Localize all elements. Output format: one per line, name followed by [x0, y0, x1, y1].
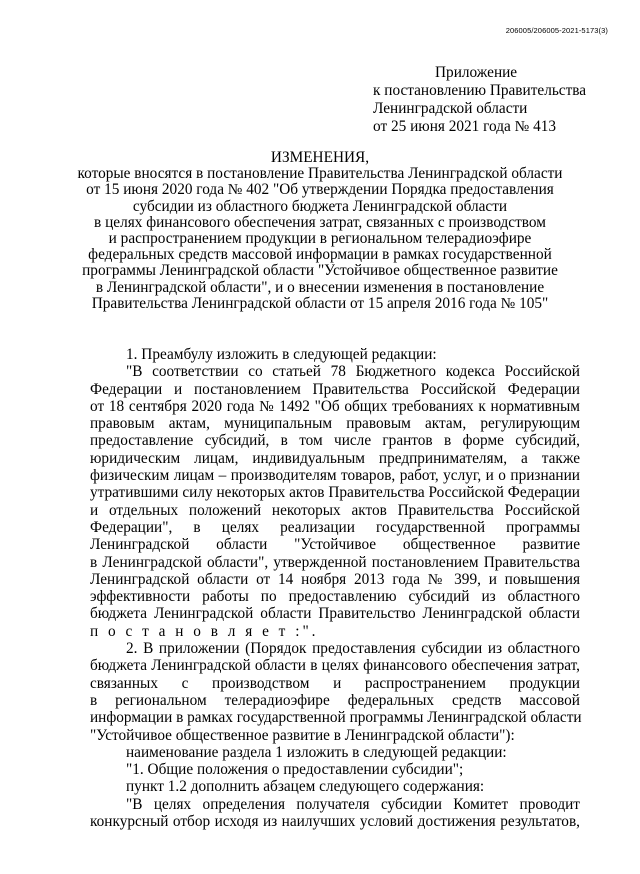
- heading-line: от 15 июня 2020 года № 402 "Об утверждении Порядка предоставления: [86, 181, 554, 199]
- body-line: и отдельных положений некоторых актов Правительства Российской: [90, 501, 580, 519]
- appendix-title: Приложение: [435, 64, 518, 81]
- body-line: предоставление субсидий, в том числе грантов в форме субсидий,: [90, 432, 580, 450]
- body-line: от 18 сентября 2020 года № 1492 "Об общих требованиях к нормативным: [90, 397, 580, 415]
- document-body: [90, 346, 580, 830]
- body-line: "В целях определения получателя субсидии Комитет проводит: [126, 795, 580, 813]
- body-line: конкурсный отбор исходя из наилучших условий достижения результатов,: [90, 813, 580, 831]
- body-line: бюджета Ленинградской области в целях финансового обеспечения затрат,: [90, 657, 580, 675]
- heading-line: программы Ленинградской области "Устойчивое общественное развитие: [82, 262, 558, 280]
- body-line: в Ленинградской области", утвержденной постановлением Правительства: [90, 553, 580, 571]
- appendix-line: к постановлению Правительства: [373, 82, 587, 99]
- body-line: физическим лицам – производителям товаров, работ, услуг, и о признании: [90, 467, 580, 485]
- body-line: правовым актам, муниципальным правовым актам, регулирующим: [90, 415, 580, 433]
- appendix-line: Ленинградской области: [373, 100, 528, 117]
- document-heading: [0, 150, 640, 312]
- heading-line: в Ленинградской области", и о внесении изменения в постановление: [95, 278, 545, 296]
- appendix-block: [373, 64, 586, 136]
- body-line: Ленинградской области "Устойчивое общественное развитие: [90, 536, 580, 554]
- heading-line: которые вносятся в постановление Правительства Ленинградской области: [77, 165, 563, 183]
- document-number: 206005/206005-2021-5173(3): [505, 26, 608, 35]
- body-line: утратившими силу некоторых актов Правительства Российской Федерации: [90, 484, 580, 502]
- body-line: информации в рамках государственной программы Ленинградской области: [90, 709, 582, 727]
- body-line: наименование раздела 1 изложить в следующей редакции:: [126, 743, 507, 761]
- body-line: "Устойчивое общественное развитие в Ленинградской области"):: [90, 726, 515, 744]
- body-line: пункт 1.2 дополнить абзацем следующего содержания:: [126, 778, 485, 796]
- body-line: эффективности работы по предоставлению субсидий из областного: [90, 588, 580, 606]
- body-line: п о с т а н о в л я е т :".: [90, 622, 319, 640]
- body-line: связанных с производством и распространением продукции: [90, 674, 580, 692]
- body-line: Федерации и постановлением Правительства Российской Федерации: [90, 380, 580, 398]
- heading-line: субсидии из областного бюджета Ленинградской области: [132, 197, 508, 215]
- heading-line: Правительства Ленинградской области от 15 апреля 2016 года № 105": [91, 294, 549, 312]
- body-line: "В соответствии со статьей 78 Бюджетного кодекса Российской: [126, 363, 580, 381]
- body-line: Федерации", в целях реализации государственной программы: [90, 518, 580, 536]
- heading-line: в целях финансового обеспечения затрат, связанных с производством: [94, 213, 546, 231]
- appendix-line: от 25 июня 2021 года № 413: [373, 118, 557, 135]
- body-line: бюджета Ленинградской области Правительство Ленинградской области: [90, 605, 580, 623]
- body-line: юридическим лицам, индивидуальным предпринимателям, а также: [90, 449, 580, 467]
- heading-line: федеральных средств массовой информации в рамках государственной: [88, 246, 552, 264]
- heading-title: ИЗМЕНЕНИЯ,: [270, 149, 370, 166]
- body-line: Ленинградской области от 14 ноября 2013 года № 399, и повышения: [90, 570, 580, 588]
- heading-line: и распространением продукции в региональном телерадиоэфире: [108, 230, 532, 248]
- body-line: 1. Преамбулу изложить в следующей редакции:: [126, 346, 437, 363]
- body-line: "1. Общие положения о предоставлении субсидии";: [126, 761, 464, 779]
- body-line: 2. В приложении (Порядок предоставления субсидии из областного: [126, 640, 580, 658]
- body-line: в региональном телерадиоэфире федеральных средств массовой: [90, 691, 580, 709]
